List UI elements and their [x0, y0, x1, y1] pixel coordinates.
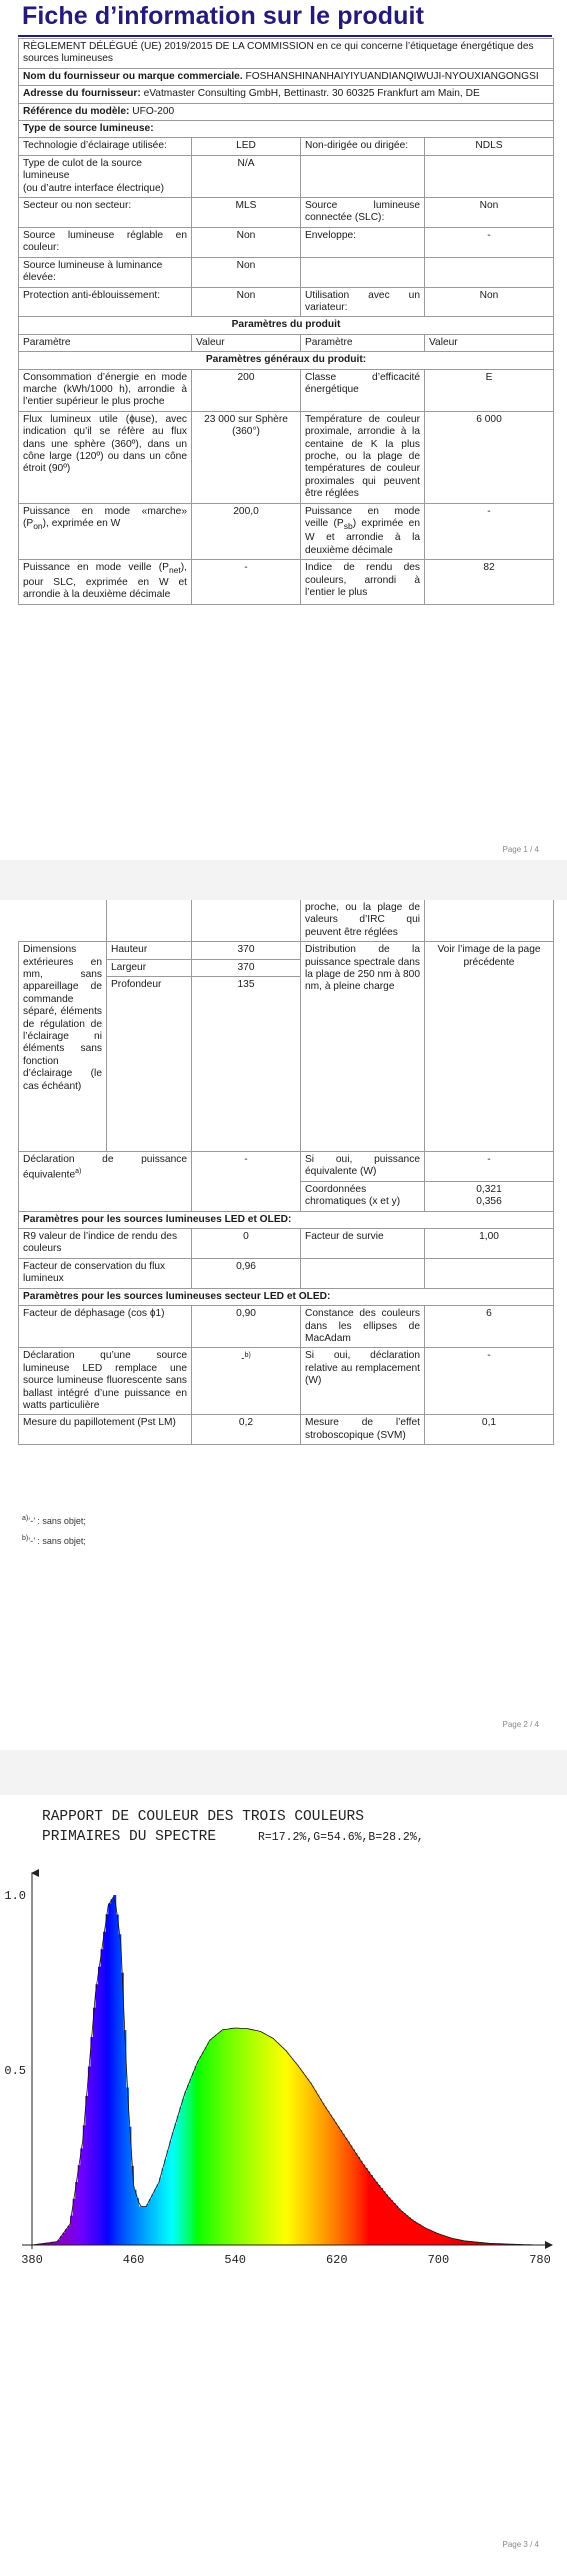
led-params-header: Paramètres pour les sources lumineuses LED et OLED: — [19, 1211, 554, 1228]
nondir-label: Non-dirigée ou dirigée: — [301, 138, 425, 155]
model-label: Référence du modèle: — [23, 105, 130, 117]
footnote-b: $^{b)}$‘-’ : sans objet; — [22, 1535, 86, 1546]
empty-cell — [425, 1258, 554, 1288]
spectrum-bar — [205, 2047, 208, 2245]
spectrum-bar — [93, 2008, 96, 2245]
flicker-label: Mesure du papillotement (Pst LM) — [19, 1415, 192, 1445]
spectrum-bar — [383, 2191, 386, 2245]
x-tick-label: 780 — [529, 2253, 551, 2267]
page-number: Page 3 / 4 — [502, 2540, 539, 2549]
spectrum-bar — [410, 2219, 413, 2245]
spectrum-bar — [332, 2118, 335, 2245]
empty-cell — [425, 900, 554, 942]
spectrum-bar — [388, 2197, 391, 2245]
spectrum-bar — [75, 2182, 78, 2245]
stroboscopic-value: 0,1 — [425, 1415, 554, 1445]
spectrum-bar — [248, 2029, 251, 2245]
footnotes — [22, 1510, 86, 1550]
spectrum-bar — [144, 2207, 147, 2246]
equivalent-power-label: Déclaration de puissance équivalente$^{a)}$ — [19, 1152, 192, 1212]
spectrum-bar — [202, 2052, 205, 2245]
empty-cell — [301, 257, 425, 287]
width-value: 370 — [192, 959, 301, 976]
spectrum-bar — [469, 2241, 472, 2245]
on-power-label: Puissance en mode «marche» $(P_{on})$, exprimée en W — [19, 503, 192, 560]
efficiency-class-label: Classe d’efficacité énergétique — [301, 369, 425, 411]
spectrum-bar — [172, 2132, 175, 2245]
spectrum-bar — [309, 2082, 312, 2245]
energy-consumption-value: 200 — [192, 369, 301, 411]
tech-value: LED — [192, 138, 301, 155]
y-tick-label: 0.5 — [4, 2064, 26, 2078]
depth-value: 135 — [192, 977, 301, 1152]
col-header-value: Valeur — [192, 334, 301, 351]
replacement-watt-value: - — [425, 1348, 554, 1415]
product-params-header: Paramètres du produit — [19, 317, 554, 334]
chromaticity-x: 0,321 — [476, 1183, 502, 1195]
spectrum-bar — [324, 2107, 327, 2245]
spectrum-bar — [103, 1932, 106, 2245]
spectrum-bar — [337, 2126, 340, 2245]
spectrum-bar — [230, 2029, 233, 2245]
spectrum-bar — [428, 2230, 431, 2245]
spectrum-bar — [162, 2168, 165, 2245]
empty-cell — [425, 155, 554, 197]
spectrum-bar — [441, 2235, 444, 2245]
spectrum-bar — [83, 2125, 86, 2245]
empty-cell — [301, 155, 425, 197]
spectrum-bar — [459, 2240, 462, 2245]
spectrum-bar — [352, 2149, 355, 2245]
spectrum-bar — [423, 2227, 426, 2245]
spectrum-bar — [146, 2204, 149, 2245]
spectrum-bar — [266, 2035, 269, 2245]
spectrum-bar — [149, 2199, 152, 2245]
spectrum-bar — [217, 2033, 220, 2245]
product-params-table-continued — [18, 900, 554, 1445]
spectrum-bar — [233, 2028, 236, 2245]
product-info-table — [18, 38, 554, 605]
x-tick-label: 380 — [21, 2253, 43, 2267]
spectrum-bar — [228, 2029, 231, 2245]
high-luminance-label: Source lumineuse à luminance élevée: — [19, 257, 192, 287]
spectrum-bar — [65, 2229, 68, 2245]
chart-title-line-2: PRIMAIRES DU SPECTRE — [42, 1829, 217, 1845]
spectrum-bar — [347, 2142, 350, 2245]
spectrum-fill — [32, 1895, 540, 2245]
envelope-value: - — [425, 227, 554, 257]
spectrum-bar — [189, 2079, 192, 2245]
power-factor-label: Facteur de déphasage (cos ɸ1) — [19, 1306, 192, 1348]
empty-cell — [192, 900, 301, 942]
stroboscopic-label: Mesure de l’effet stroboscopique (SVM) — [301, 1415, 425, 1445]
spectrum-bar — [466, 2241, 469, 2245]
anti-glare-label: Protection anti-éblouissement: — [19, 287, 192, 317]
spectrum-bar — [454, 2239, 457, 2245]
spectrum-bar — [306, 2079, 309, 2245]
useful-flux-value: 23 000 sur Sphère (360°) — [192, 411, 301, 503]
spectrum-bar — [253, 2030, 256, 2245]
spectrum-bar — [433, 2232, 436, 2245]
spectrum-bar — [187, 2085, 190, 2245]
spectrum-bar — [174, 2124, 177, 2245]
spectrum-bar — [390, 2200, 393, 2245]
spectrum-bar — [357, 2157, 360, 2245]
networked-standby-label: Puissance en mode veille $(P_{net})$, pour SLC, exprimée en W et arrondie à la deuxième décimale — [19, 560, 192, 604]
survival-factor-label: Facteur de survie — [301, 1229, 425, 1259]
spectrum-bar — [375, 2182, 378, 2245]
depth-label: Profondeur — [107, 977, 192, 1152]
spectrum-bar — [223, 2030, 226, 2245]
spectrum-bar — [261, 2032, 264, 2245]
spectrum-bar — [418, 2224, 421, 2245]
spectrum-bar — [403, 2213, 406, 2245]
spectrum-bar — [421, 2226, 424, 2245]
efficiency-class-value: E — [425, 369, 554, 411]
cct-label: Température de couleur proximale, arrondie à la centaine de K la plus proche, ou la plage de températures de couleur proximales qui peuvent être réglées — [301, 411, 425, 503]
spectrum-bar — [200, 2056, 203, 2245]
page-title: Fiche d’information sur le produit — [22, 2, 425, 30]
spectrum-bar — [220, 2031, 223, 2245]
spectrum-bar — [281, 2047, 284, 2245]
cri-label: Indice de rendu des couleurs, arrondi à l’entier le plus — [301, 560, 425, 604]
supplier-address-row — [19, 86, 554, 103]
spectrum-chart — [0, 1795, 567, 2335]
spectrum-bar — [377, 2185, 380, 2245]
spectrum-bar — [278, 2045, 281, 2245]
x-tick-label: 460 — [122, 2253, 145, 2267]
spectrum-bar — [413, 2221, 416, 2245]
colour-tunable-value: Non — [192, 227, 301, 257]
power-factor-value: 0,90 — [192, 1306, 301, 1348]
spectrum-bar — [342, 2134, 345, 2245]
spectrum-bar — [365, 2168, 368, 2245]
spectrum-bar — [438, 2234, 441, 2245]
spectrum-bar — [169, 2141, 172, 2245]
page-number: Page 1 / 4 — [502, 845, 539, 854]
spectrum-bar — [380, 2188, 383, 2245]
r9-label: R9 valeur de l’indice de rendu des couleurs — [19, 1229, 192, 1259]
dimmable-label: Utilisation avec un variateur: — [301, 287, 425, 317]
spectrum-bar — [436, 2233, 439, 2245]
spectrum-bar — [370, 2175, 373, 2245]
equivalent-watt-label: Si oui, puissance équivalente (W) — [301, 1152, 425, 1182]
spectrum-bar — [400, 2211, 403, 2245]
spectrum-bar — [449, 2238, 452, 2245]
r9-value: 0 — [192, 1229, 301, 1259]
spectrum-bar — [177, 2116, 180, 2246]
spectrum-bar — [327, 2111, 330, 2245]
col-header-param: Paramètre — [19, 334, 192, 351]
x-tick-labels — [21, 2253, 551, 2267]
replacement-watt-label: Si oui, déclaration relative au remplacement (W) — [301, 1348, 425, 1415]
spectrum-bar — [238, 2028, 241, 2245]
spectrum-bar — [151, 2194, 154, 2245]
spectrum-bar — [131, 2166, 134, 2245]
spectrum-bar — [197, 2061, 200, 2245]
standby-power-label: Puissance en mode veille $(P_{sb})$ exprimée en W et arrondie à la deuxième décimale — [301, 503, 425, 560]
source-type-label: Type de source lumineuse: — [19, 121, 554, 138]
spectrum-bar — [334, 2122, 337, 2245]
spectrum-bar — [159, 2177, 162, 2245]
cap-type-value: N/A — [192, 155, 301, 197]
title-underline — [18, 35, 552, 37]
cct-value: 6 000 — [425, 411, 554, 503]
spectrum-bar — [68, 2226, 71, 2245]
nondir-value: NDLS — [425, 138, 554, 155]
spd-label: Distribution de la puissance spectrale dans la plage de 250 nm à 800 nm, à pleine charge — [301, 942, 425, 1152]
mains-led-params-header: Paramètres pour les sources lumineuses secteur LED et OLED: — [19, 1288, 554, 1305]
spectrum-bar — [167, 2150, 170, 2245]
spectrum-bar — [395, 2206, 398, 2245]
envelope-label: Enveloppe: — [301, 227, 425, 257]
spectrum-bar — [405, 2215, 408, 2245]
spectrum-bar — [443, 2236, 446, 2245]
spectrum-bar — [98, 1967, 101, 2245]
tech-label: Technologie d’éclairage utilisée: — [19, 138, 192, 155]
on-power-value: 200,0 — [192, 503, 301, 560]
height-label: Hauteur — [107, 942, 192, 959]
empty-cell — [425, 257, 554, 287]
supplier-name-label: Nom du fournisseur ou marque commerciale. — [23, 70, 243, 82]
spectrum-bar — [263, 2034, 266, 2245]
supplier-address-value: eVatmaster Consulting GmbH, Bettinastr. 30 60325 Frankfurt am Main, DE — [143, 88, 480, 100]
equivalent-power-value: - — [192, 1152, 301, 1212]
cap-type-label-line2: (ou d’autre interface électrique) — [23, 182, 165, 194]
spectrum-bar — [113, 1895, 116, 2245]
energy-consumption-label: Consommation d’énergie en mode marche (kWh/1000 h), arrondie à l’entier supérieur le plus proche — [19, 369, 192, 411]
spectrum-bar — [121, 1973, 124, 2245]
spd-value: Voir l’image de la page précédente — [425, 942, 554, 1152]
lumen-maintenance-label: Facteur de conservation du flux lumineux — [19, 1258, 192, 1288]
spectrum-bar — [385, 2194, 388, 2245]
spectrum-bar — [243, 2028, 246, 2245]
spectrum-bar — [212, 2037, 215, 2245]
spectrum-bar — [106, 1914, 109, 2245]
spectrum-bar — [314, 2090, 317, 2245]
spectrum-bar — [116, 1915, 119, 2245]
high-luminance-value: Non — [192, 257, 301, 287]
spectrum-bar — [240, 2028, 243, 2245]
width-label: Largeur — [107, 959, 192, 976]
spectrum-bar — [426, 2229, 429, 2245]
spectrum-bar — [207, 2043, 210, 2245]
supplier-address-label: Adresse du fournisseur: — [23, 88, 141, 100]
spectrum-bar — [393, 2203, 396, 2245]
spectrum-bar — [289, 2055, 292, 2245]
standby-power-value: - — [425, 503, 554, 560]
chromaticity-y: 0,356 — [476, 1196, 502, 1208]
spectrum-bar — [184, 2091, 187, 2245]
x-tick-label: 700 — [427, 2253, 450, 2267]
spectrum-bar — [398, 2209, 401, 2245]
spectrum-bar — [268, 2036, 271, 2245]
spectrum-bar — [245, 2029, 248, 2245]
datasheet-page-3 — [0, 1795, 567, 2560]
dimmable-value: Non — [425, 287, 554, 317]
supplier-name-value: FOSHANSHINANHAIYIYUANDIANQIWUJI-NYOUXIANGONGSI — [245, 70, 539, 82]
led-replacement-label: Déclaration qu’une source lumineuse LED remplace une source lumineuse fluorescente sans ballast intégré d’une puissance en watts particulière — [19, 1348, 192, 1415]
macadam-label: Constance des couleurs dans les ellipses de MacAdam — [301, 1306, 425, 1348]
spectrum-bar — [416, 2223, 419, 2245]
cap-type-label — [19, 155, 192, 197]
model-value: UFO-200 — [132, 105, 175, 117]
spectrum-bar — [446, 2237, 449, 2245]
x-tick-label: 620 — [325, 2253, 348, 2267]
cri-value: 82 — [425, 560, 554, 604]
useful-flux-label: Flux lumineux utile (ɸuse), avec indication qu’il se réfère au flux dans une sphère (360º), dans un cône large (120º) ou dans un cône étroit (90º) — [19, 411, 192, 503]
empty-cell — [19, 900, 107, 942]
spectrum-bar — [139, 2207, 142, 2246]
spectrum-bar — [291, 2059, 294, 2245]
regulation-text: RÈGLEMENT DÉLÉGUÉ (UE) 2019/2015 DE LA COMMISSION en ce qui concerne l’étiquetage énergétique des sources lumineuses — [19, 39, 554, 69]
spectrum-bar — [88, 2067, 91, 2246]
spectrum-bar — [134, 2190, 137, 2245]
spectrum-bar — [304, 2075, 307, 2245]
page-number: Page 2 / 4 — [502, 1720, 539, 1729]
spectrum-bar — [316, 2095, 319, 2246]
spectrum-bar — [210, 2039, 213, 2245]
spectrum-bar — [156, 2184, 159, 2245]
spectrum-bar — [286, 2052, 289, 2245]
spectrum-bar — [311, 2086, 314, 2245]
spectrum-bar — [164, 2159, 167, 2245]
lumen-maintenance-value: 0,96 — [192, 1258, 301, 1288]
spectrum-bar — [108, 1903, 111, 2245]
empty-cell — [107, 900, 192, 942]
spectrum-bar — [154, 2189, 157, 2245]
height-value: 370 — [192, 942, 301, 959]
spectrum-bar — [322, 2103, 325, 2245]
spectrum-bar — [273, 2040, 276, 2245]
spectrum-bar — [80, 2148, 83, 2245]
cls-label: Source lumineuse connectée (SLC): — [301, 198, 425, 228]
spectrum-bar — [276, 2042, 279, 2245]
spectrum-bar — [90, 2037, 93, 2245]
spectrum-bar — [451, 2238, 454, 2245]
col-header-param: Paramètre — [301, 334, 425, 351]
spectrum-bar — [360, 2161, 363, 2245]
spectrum-bar — [362, 2165, 365, 2246]
spectrum-bar — [182, 2099, 185, 2245]
spectrum-bar — [339, 2130, 342, 2245]
spectrum-bar — [141, 2207, 144, 2246]
mains-value: MLS — [192, 198, 301, 228]
spectrum-bar — [179, 2107, 182, 2245]
spectrum-bar — [431, 2231, 434, 2245]
spectrum-bar — [258, 2031, 261, 2245]
spectrum-bar — [118, 1934, 121, 2245]
colour-tunable-label: Source lumineuse réglable en couleur: — [19, 227, 192, 257]
spectrum-bar — [271, 2038, 274, 2245]
spectrum-bar — [250, 2030, 253, 2245]
spectrum-bar — [283, 2050, 286, 2245]
supplier-name-row — [19, 68, 554, 85]
spectrum-bar — [319, 2099, 322, 2245]
cap-type-label-line1: Type de culot de la source lumineuse — [23, 157, 142, 182]
macadam-value: 6 — [425, 1306, 554, 1348]
spectrum-bar — [136, 2198, 139, 2245]
chromaticity-value — [425, 1181, 554, 1211]
rgb-ratio-label: R=17.2%,G=54.6%,B=28.2%, — [258, 1831, 424, 1844]
spectrum-bar — [225, 2029, 228, 2245]
spectrum-bar — [408, 2217, 411, 2245]
spectrum-bar — [78, 2165, 81, 2245]
spectrum-bar — [355, 2153, 358, 2245]
spectrum-bar — [299, 2068, 302, 2245]
anti-glare-value: Non — [192, 287, 301, 317]
dimensions-label: Dimensions extérieures en mm, sans appareillage de commande séparé, éléments de régulation de l’éclairage ni éléments sans fonction d’éclairage (le cas échéant) — [19, 942, 107, 1152]
flicker-value: 0,2 — [192, 1415, 301, 1445]
spectrum-bar — [344, 2138, 347, 2245]
mains-label: Secteur ou non secteur: — [19, 198, 192, 228]
spectrum-bar — [350, 2145, 353, 2245]
general-params-header: Paramètres généraux du produit: — [19, 352, 554, 369]
chromaticity-label: Coordonnées chromatiques (x et y) — [301, 1181, 425, 1211]
spectrum-bar — [85, 2096, 88, 2245]
spectrum-bar — [192, 2072, 195, 2245]
y-tick-label: 1.0 — [4, 1889, 26, 1903]
spectrum-bar — [96, 1984, 99, 2245]
spectrum-bar — [101, 1949, 104, 2245]
spectrum-bar — [111, 1899, 114, 2245]
model-row — [19, 103, 554, 120]
cri-label-continued: proche, ou la plage de valeurs d’IRC qui peuvent être réglées — [301, 900, 425, 942]
datasheet-page-2 — [0, 900, 567, 1750]
spectrum-bar — [456, 2239, 459, 2245]
y-tick-labels — [4, 1889, 26, 2078]
spectrum-bar — [195, 2066, 198, 2245]
spectrum-bar — [215, 2035, 218, 2245]
spectrum-bar — [464, 2241, 467, 2245]
equivalent-watt-value: - — [425, 1152, 554, 1182]
spectrum-bar — [235, 2028, 238, 2245]
networked-standby-value: - — [192, 560, 301, 604]
spectrum-bar — [329, 2115, 332, 2245]
empty-cell — [301, 1258, 425, 1288]
spectrum-bar — [294, 2062, 297, 2245]
col-header-value: Valeur — [425, 334, 554, 351]
cls-value: Non — [425, 198, 554, 228]
footnote-a: $^{a)}$‘-’ : sans objet; — [22, 1515, 86, 1526]
spectrum-bar — [296, 2065, 299, 2245]
x-tick-label: 540 — [224, 2253, 247, 2267]
led-replacement-value: -$^{b)}$ — [192, 1348, 301, 1415]
spectrum-bar — [372, 2179, 375, 2246]
survival-factor-value: 1,00 — [425, 1229, 554, 1259]
spectrum-bar — [301, 2072, 304, 2245]
spectrum-bar — [256, 2031, 259, 2245]
spectrum-bar — [367, 2172, 370, 2246]
datasheet-page-1 — [0, 0, 567, 860]
chart-title-line-1: RAPPORT DE COULEUR DES TROIS COULEURS — [42, 1809, 364, 1825]
